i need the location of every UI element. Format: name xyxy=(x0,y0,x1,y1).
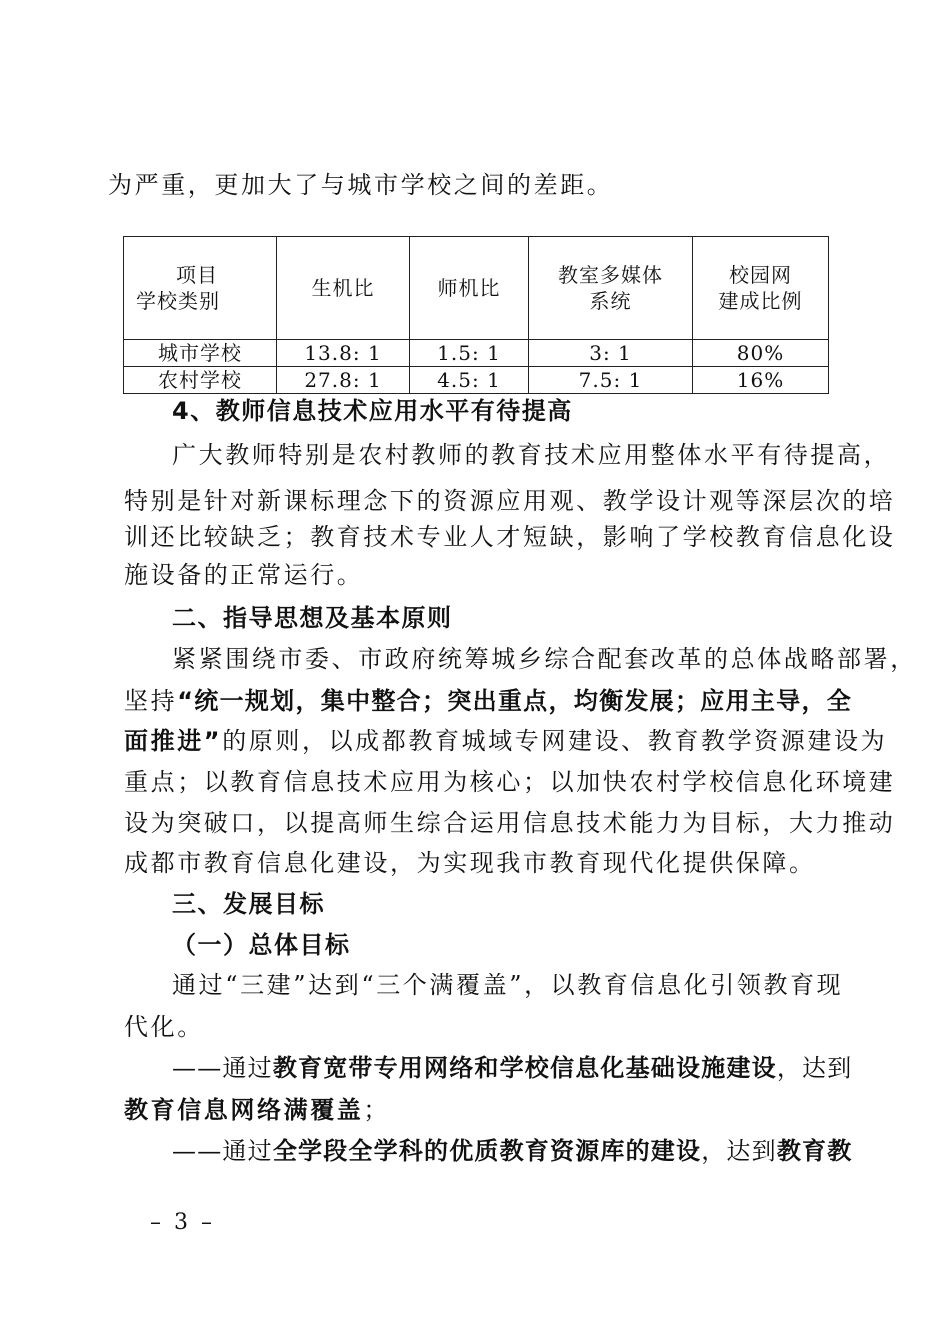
part2-line2-prefix: 坚持 xyxy=(124,687,178,715)
cell-multimedia: 3: 1 xyxy=(529,340,693,367)
section4-line: 施设备的正常运行。 xyxy=(124,561,364,589)
goal-item-rest: ，达到 xyxy=(701,1137,777,1165)
part2-heading: 二、指导思想及基本原则 xyxy=(172,604,453,632)
col-header-student-pc: 生机比 xyxy=(277,237,410,340)
goal-item-continued xyxy=(124,1093,390,1127)
section4-line: 广大教师特别是农村教师的教育技术应用整体水平有待提高， xyxy=(172,441,891,469)
cell-teacher-pc: 1.5: 1 xyxy=(410,340,529,367)
col-header-campus-net xyxy=(693,237,829,340)
cell-category: 城市学校 xyxy=(124,340,277,367)
col4-line1: 校园网 xyxy=(729,263,792,287)
col-header-teacher-pc: 师机比 xyxy=(410,237,529,340)
goal-item xyxy=(172,1134,852,1168)
col3-line1: 教室多媒体 xyxy=(558,263,663,287)
part3-heading: 三、发展目标 xyxy=(172,890,325,918)
section4-line: 训还比较缺乏；教育技术专业人才短缺，影响了学校教育信息化设 xyxy=(124,523,896,551)
page-number: – 3 – xyxy=(150,1210,215,1235)
cell-multimedia: 7.5: 1 xyxy=(529,367,693,394)
col3-line2: 系统 xyxy=(589,289,632,313)
cell-student-pc: 13.8: 1 xyxy=(277,340,410,367)
part2-line: 成都市教育信息化建设，为实现我市教育现代化提供保障。 xyxy=(124,849,816,877)
goal-item-bold: 教育信息网络满覆盖 xyxy=(124,1096,364,1124)
cell-campus-net: 80% xyxy=(693,340,829,367)
goal-item xyxy=(172,1051,852,1085)
cell-campus-net: 16% xyxy=(693,367,829,394)
part3-line: 通过“三建”达到“三个满覆盖”，以教育信息化引领教育现 xyxy=(172,971,844,999)
statistics-table xyxy=(123,236,829,394)
cell-category: 农村学校 xyxy=(124,367,277,394)
part3-line: 代化。 xyxy=(124,1013,204,1041)
part3-subheading: （一）总体目标 xyxy=(172,931,351,959)
table-row xyxy=(124,340,829,367)
part2-line: 重点；以教育信息技术应用为核心；以加快农村学校信息化环境建 xyxy=(124,768,896,796)
part2-line: 设为突破口，以提高师生综合运用信息技术能力为目标，大力推动 xyxy=(124,809,896,837)
goal-item-bold: 全学段全学科的优质教育资源库的建设 xyxy=(272,1137,702,1165)
goal-item-bold: 教育教 xyxy=(776,1137,853,1165)
section4-heading: 4、教师信息技术应用水平有待提高 xyxy=(172,397,573,425)
table-row xyxy=(124,367,829,394)
part2-line xyxy=(124,724,887,758)
part2-line: 紧紧围绕市委、市政府统筹城乡综合配套改革的总体战略部署， xyxy=(172,645,917,673)
corner-top-label: 项目 xyxy=(176,263,218,287)
goal-item-rest: ； xyxy=(363,1096,391,1124)
table-corner-header xyxy=(124,237,277,340)
principle-bold: “统一规划，集中整合；突出重点，均衡发展；应用主导，全 xyxy=(177,687,853,715)
cell-teacher-pc: 4.5: 1 xyxy=(410,367,529,394)
section4-line: 特别是针对新课标理念下的资源应用观、教学设计观等深层次的培 xyxy=(124,487,896,515)
goal-item-prefix: ——通过 xyxy=(172,1054,273,1082)
goal-item-bold: 教育宽带专用网络和学校信息化基础设施建设 xyxy=(272,1054,777,1082)
col4-line2: 建成比例 xyxy=(718,289,803,313)
col-header-multimedia xyxy=(529,237,693,340)
goal-item-rest: ，达到 xyxy=(776,1054,853,1082)
cell-student-pc: 27.8: 1 xyxy=(277,367,410,394)
part2-line3-rest: 的原则，以成都教育城域专网建设、教育教学资源建设为 xyxy=(222,727,888,755)
part2-line xyxy=(124,684,852,718)
table-header-row xyxy=(124,237,829,340)
goal-item-prefix: ——通过 xyxy=(172,1137,273,1165)
intro-line: 为严重，更加大了与城市学校之间的差距。 xyxy=(108,171,614,199)
principle-bold-end: 面推进” xyxy=(124,727,223,755)
corner-bottom-label: 学校类别 xyxy=(136,289,220,313)
